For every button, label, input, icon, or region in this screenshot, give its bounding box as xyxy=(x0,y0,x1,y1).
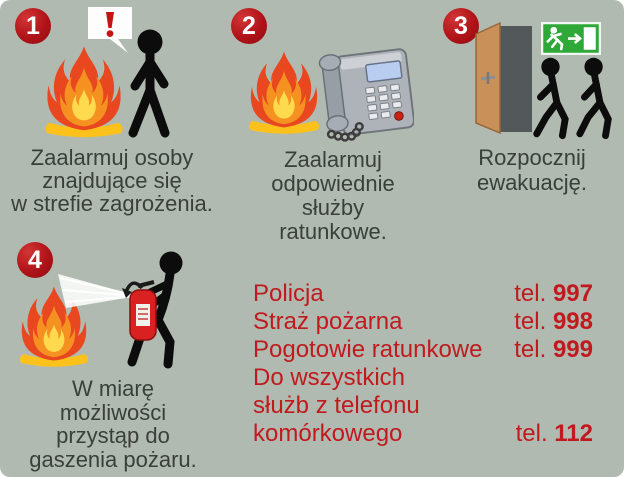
phone-number: tel. 112 xyxy=(515,420,593,447)
emergency-row-112 xyxy=(253,364,593,448)
phone-number: tel. 997 xyxy=(514,280,593,307)
service-name: Pogotowie ratunkowe xyxy=(253,336,483,363)
service-name: Do wszystkich służb z telefonu komórkowego xyxy=(253,364,420,447)
step-2-caption: Zaalarmuj odpowiednie służby ratunkowe. xyxy=(271,147,395,244)
walking-people-icon xyxy=(532,55,624,143)
service-name: Policja xyxy=(253,280,324,307)
step-1-caption: Zaalarmuj osoby znajdujące się w strefie zagrożenia. xyxy=(11,145,213,216)
step-4-caption: W miarę możliwości przystąp do gaszenia pożaru. xyxy=(29,376,197,472)
phone-number: tel. 998 xyxy=(514,308,593,335)
exit-sign-icon xyxy=(541,22,601,55)
person-icon xyxy=(118,28,182,142)
telephone-icon xyxy=(318,42,414,142)
step-1-badge: 1 xyxy=(15,8,51,44)
step-4-badge: 4 xyxy=(17,242,53,278)
person-extinguisher-icon xyxy=(38,250,200,375)
step-3-badge: 3 xyxy=(443,8,479,44)
open-door-icon xyxy=(470,16,534,140)
emergency-row-policja xyxy=(253,280,593,308)
fire-icon xyxy=(246,46,322,138)
service-name: Straż pożarna xyxy=(253,308,403,335)
phone-number: tel. 999 xyxy=(514,336,593,363)
emergency-row-straz xyxy=(253,308,593,336)
emergency-row-pogotowie xyxy=(253,336,593,364)
step-2-badge: 2 xyxy=(231,8,267,44)
step-3-caption: Rozpocznij ewakuację. xyxy=(476,145,588,195)
emergency-numbers-list xyxy=(253,280,593,448)
